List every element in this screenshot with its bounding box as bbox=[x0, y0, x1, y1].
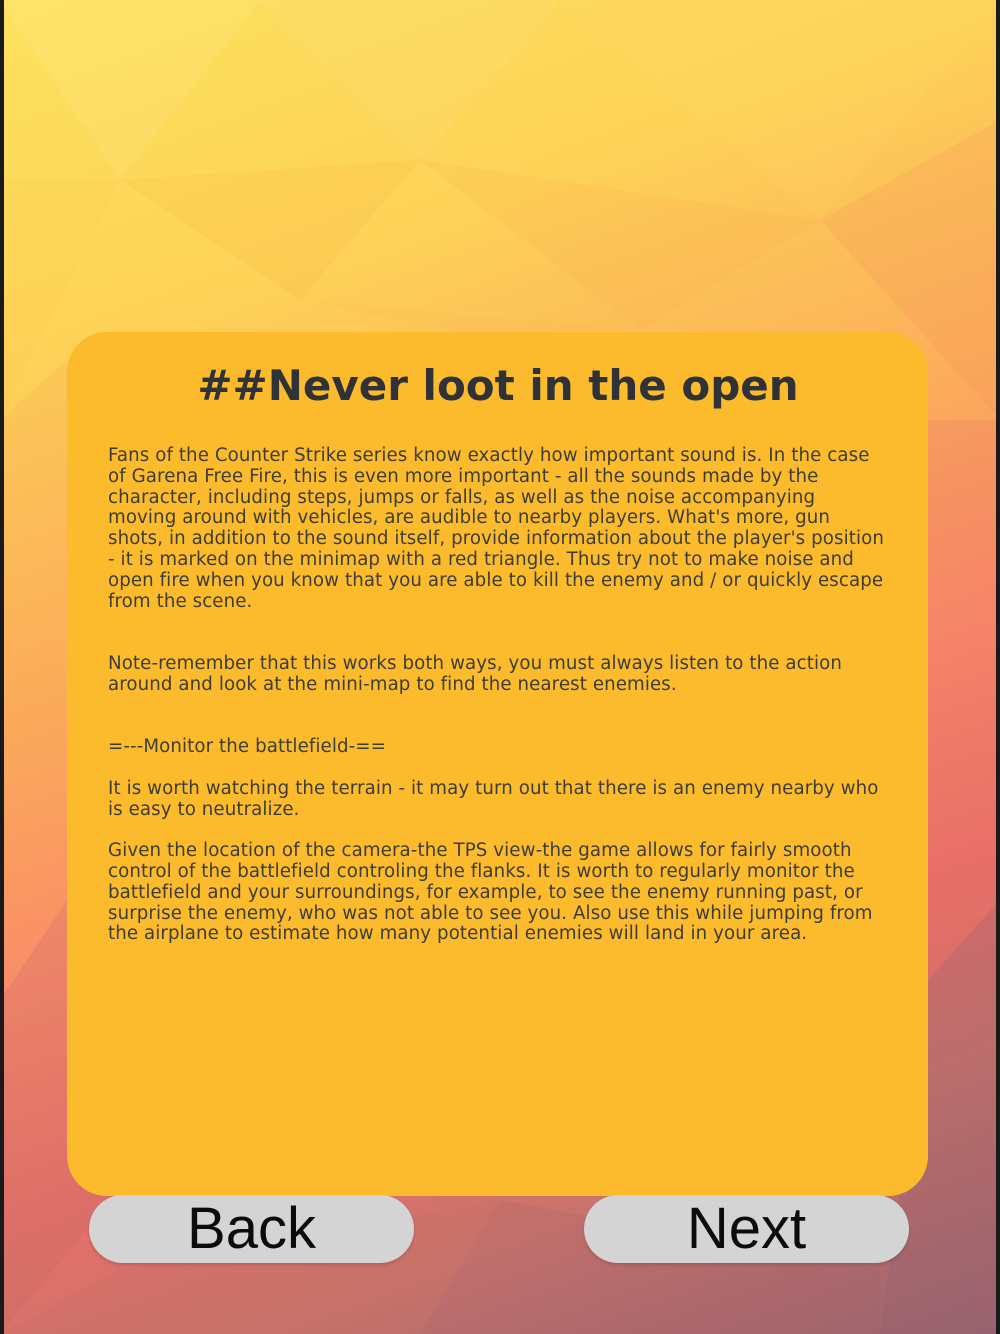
article-body: Fans of the Counter Strike series know exactly how important sound is. In the case of Garena Free Fire, this is even more important - all the sounds made by the character, including steps, jumps or falls, as well as the noise accompanying moving around with vehicles, are audible to nearby players. What's more, gun shots, in addition to the sound itself, provide information about the player's position - it is marked on the minimap with a red triangle. Thus try not to make noise and open fire when you know that you are able to kill the enemy and / or quickly escape from the scene. Note-remember that this works both ways, you must always listen to the action around and look at the mini-map to find the nearest enemies. =---Monitor the battlefield-== It is worth watching the terrain - it may turn out that there is an enemy nearby who is easy to neutralize. Given the location of the camera-the TPS view-the game allows for fairly smooth control of the battlefield controling the flanks. It is worth to regularly monitor the battlefield and your surroundings, for example, to see the enemy running past, or surprise the enemy, who was not able to see you. Also use this while jumping from the airplane to estimate how many potential enemies will land in your area. bbox=[108, 445, 884, 945]
right-frame-edge bbox=[996, 0, 1000, 1334]
left-frame-edge bbox=[0, 0, 4, 1334]
next-button[interactable]: Next bbox=[584, 1195, 909, 1263]
back-button[interactable]: Back bbox=[89, 1195, 414, 1263]
article-title: ##Never loot in the open bbox=[197, 361, 799, 410]
article-card bbox=[67, 332, 928, 1196]
